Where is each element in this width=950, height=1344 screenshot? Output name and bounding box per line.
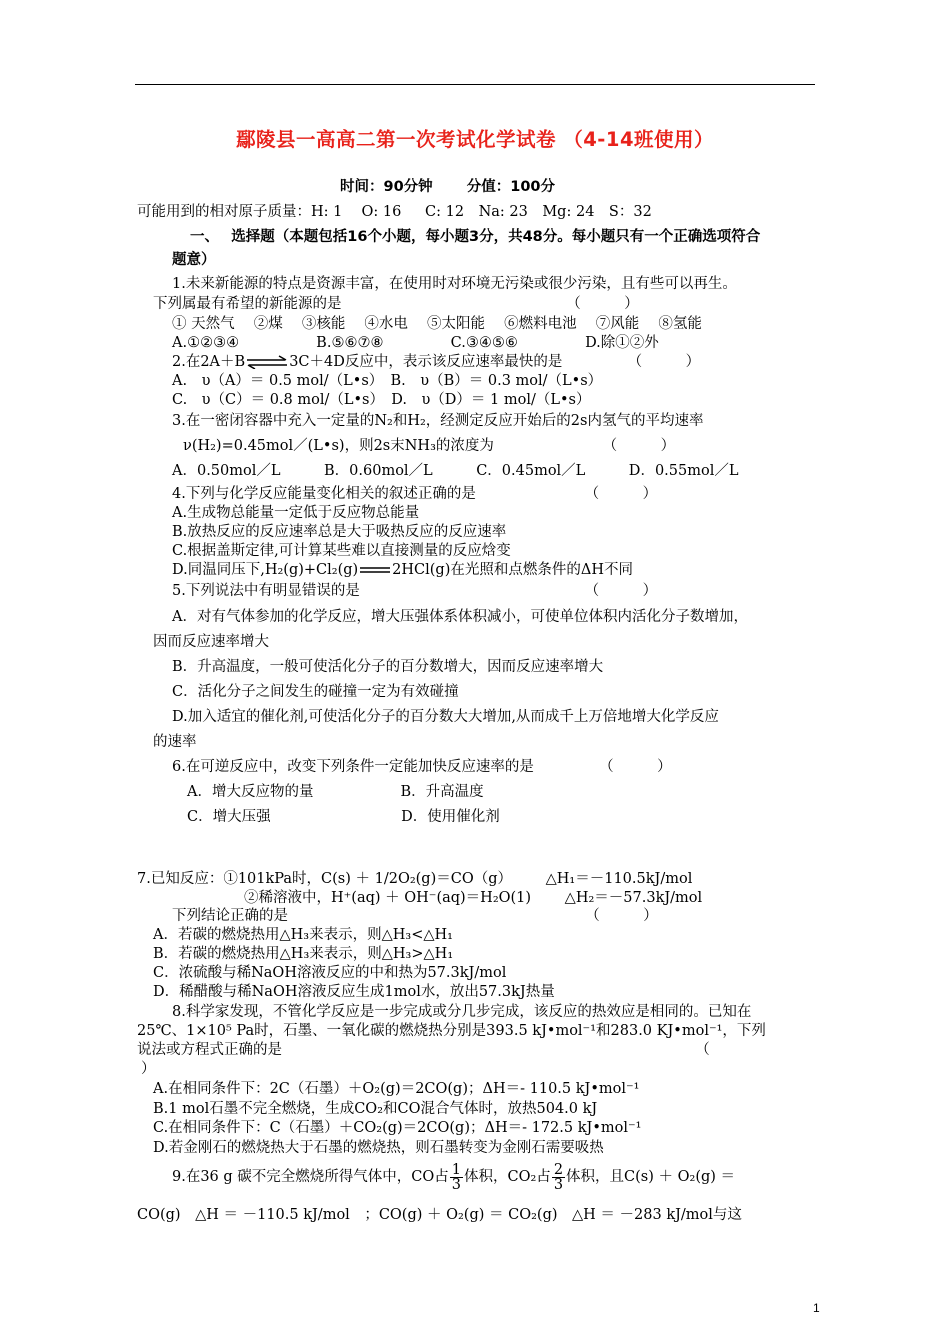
reversible-arrow-icon — [245, 355, 289, 369]
q7-option-a: A．若碳的燃烧热用△H₃来表示，则△H₃<△H₁ — [153, 927, 453, 943]
section-heading: 一、 选择题（本题包括16个小题，每小题3分，共48分。每小题只有一个正确选项符合 — [190, 229, 761, 245]
q2-stem — [172, 353, 700, 371]
q7-option-d: D．稀醋酸与稀NaOH溶液反应生成1mol水，放出57.3kJ热量 — [153, 984, 555, 1000]
q9-stem-mid: 体积，CO₂占 — [464, 1169, 551, 1185]
q9-stem-cont: CO(g) △H ＝ －110.5 kJ/mol ；CO(g) ＋ O₂(g) ＝ CO₂(g) △H ＝ －283 kJ/mol与这 — [137, 1207, 742, 1223]
q5-option-a: A．对有气体参加的化学反应，增大压强体系体积减小，可使单位体积内活化分子数增加， — [172, 609, 748, 625]
q4-option-b: B.放热反应的反应速率总是大于吸热反应的反应速率 — [172, 524, 507, 540]
q9-stem-start: 9.在36 g 碳不完全燃烧所得气体中，CO占 — [172, 1169, 449, 1185]
q4-stem: 4.下列与化学反应能量变化相关的叙述正确的是 （ ） — [172, 486, 658, 502]
q4-option-d — [172, 561, 633, 579]
q8-option-b: B.1 mol石墨不完全燃烧，生成CO₂和CO混合气体时，放热504.0 kJ — [153, 1101, 598, 1117]
fraction-one-third: $\frac{1}{3}$ — [451, 1161, 462, 1193]
q3-options: A．0.50mol／L B．0.60mol／L C．0.45mol／L D．0.55mol／L — [172, 463, 739, 479]
q8-option-a: A.在相同条件下：2C（石墨）＋O₂(g)＝2CO(g)；ΔH＝- 110.5 kJ•mol⁻¹ — [153, 1081, 640, 1097]
q2-stem-start: 2.在2A＋B — [172, 354, 246, 370]
equals-arrow-icon — [358, 565, 392, 575]
q5-option-d-cont: 的速率 — [153, 734, 197, 750]
q8-paren-close: ） — [141, 1061, 156, 1077]
q2-options-ab: A. υ（A）＝ 0.5 mol/（L•s） B. υ（B）＝ 0.3 mol/（L•s） — [172, 373, 603, 389]
q8-stem: 8.科学家发现，不管化学反应是一步完成或分几步完成，该反应的热效应是相同的。已知在 — [172, 1004, 752, 1020]
q9-stem — [172, 1160, 735, 1194]
q1-stem: 1.未来新能源的特点是资源丰富，在使用时对环境无污染或很少污染，且有些可以再生。 — [172, 276, 737, 292]
q9-stem-end: 体积，且C(s) ＋ O₂(g) ＝ — [566, 1169, 736, 1185]
q6-options-cd: C．增大压强 D．使用催化剂 — [187, 809, 500, 825]
q8-stem-cont: 25℃、1×10⁵ Pa时，石墨、一氧化碳的燃烧热分别是393.5 kJ•mol⁻¹和283.0 KJ•mol⁻¹，下列 — [137, 1023, 766, 1039]
q5-stem: 5.下列说法中有明显错误的是 （ ） — [172, 583, 658, 599]
page-number: 1 — [813, 1301, 820, 1315]
q7-option-b: B．若碳的燃烧热用△H₃来表示，则△H₃>△H₁ — [153, 946, 454, 962]
fraction-two-thirds: $\frac{2}{3}$ — [553, 1161, 564, 1193]
q7-stem-reaction2: ②稀溶液中，H⁺(aq) ＋ OH⁻(aq)＝H₂O(1) △H₂＝－57.3kJ/mol — [244, 890, 703, 906]
q1-items: ① 天然气 ②煤 ③核能 ④水电 ⑤太阳能 ⑥燃料电池 ⑦风能 ⑧氢能 — [172, 316, 702, 332]
q2-options-cd: C. υ（C）＝ 0.8 mol/（L•s） D. υ（D）＝ 1 mol/（L•s） — [172, 392, 591, 408]
q5-option-b: B．升高温度，一般可使活化分子的百分数增大，因而反应速率增大 — [172, 659, 604, 675]
top-rule — [135, 84, 815, 85]
q8-option-c: C.在相同条件下：C（石墨）＋CO₂(g)＝2CO(g)；ΔH＝- 172.5 kJ•mol⁻¹ — [153, 1120, 642, 1136]
q1-options: A.①②③④ B.⑤⑥⑦⑧ C.③④⑤⑥ D.除①②外 — [172, 335, 659, 351]
q4-option-d-end: 2HCl(g)在光照和点燃条件的ΔH不同 — [392, 562, 633, 578]
q7-stem-cont: 下列结论正确的是 （ ） — [172, 908, 658, 924]
q5-option-a-cont: 因而反应速率增大 — [153, 634, 269, 650]
exam-title: 鄢陵县一高高二第一次考试化学试卷 （4-14班使用） — [235, 128, 715, 151]
time-score-info: 时间：90分钟 分值：100分 — [340, 179, 555, 195]
q1-stem-cont: 下列属最有希望的新能源的是 （ ） — [153, 296, 639, 312]
q7-option-c: C．浓硫酸与稀NaOH溶液反应的中和热为57.3kJ/mol — [153, 965, 507, 981]
q5-option-d: D.加入适宜的催化剂,可使活化分子的百分数大大增加,从而成千上万倍地增大化学反应 — [172, 709, 719, 725]
atomic-masses: 可能用到的相对原子质量：H: 1 O: 16 C: 12 Na: 23 Mg: 24 S：32 — [137, 204, 652, 220]
q3-stem-cont: ν(H₂)=0.45mol／(L•s)，则2s末NH₃的浓度为 （ ） — [183, 438, 676, 454]
q6-stem: 6.在可逆反应中，改变下列条件一定能加快反应速率的是 （ ） — [172, 759, 672, 775]
q4-option-d-start: D.同温同压下,H₂(g)+Cl₂(g) — [172, 562, 359, 578]
q7-stem: 7.已知反应：①101kPa时，C(s) ＋ 1/2O₂(g)＝CO（g） △H₁＝－110.5kJ/mol — [137, 871, 693, 887]
q6-options-ab: A．增大反应物的量 B．升高温度 — [187, 784, 484, 800]
q8-option-d: D.若金刚石的燃烧热大于石墨的燃烧热，则石墨转变为金刚石需要吸热 — [153, 1140, 604, 1156]
q2-stem-end: 3C＋4D反应中，表示该反应速率最快的是 （ ） — [289, 354, 701, 370]
q4-option-a: A.生成物总能量一定低于反应物总能量 — [172, 505, 420, 521]
q4-option-c: C.根据盖斯定律,可计算某些难以直接测量的反应焓变 — [172, 543, 511, 559]
q8-stem-cont2: 说法或方程式正确的是 （ — [137, 1042, 710, 1058]
q5-option-c: C．活化分子之间发生的碰撞一定为有效碰撞 — [172, 684, 459, 700]
q3-stem: 3.在一密闭容器中充入一定量的N₂和H₂，经测定反应开始后的2s内氢气的平均速率 — [172, 413, 704, 429]
section-heading-cont: 题意） — [172, 252, 216, 268]
